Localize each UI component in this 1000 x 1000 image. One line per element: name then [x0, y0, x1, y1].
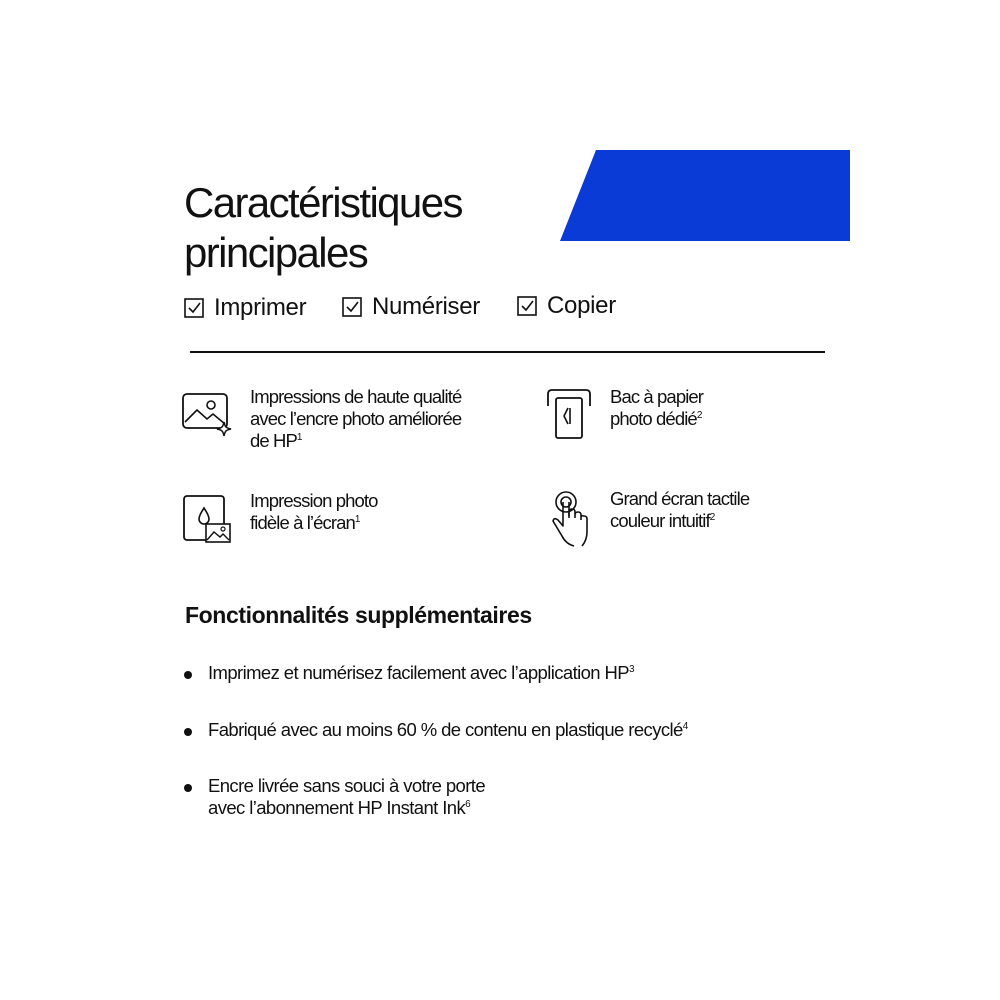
capability-label: Copier: [547, 292, 616, 319]
footnote-ref: 6: [465, 798, 471, 810]
touch-hand-icon: [540, 488, 598, 550]
feature-line: photo dédié: [610, 408, 697, 429]
footnote-ref: 1: [354, 513, 360, 525]
list-item-text: Encre livrée sans souci à votre porte: [208, 775, 486, 796]
footnote-ref: 4: [682, 720, 688, 732]
section-divider: [190, 351, 825, 353]
feature-text: [610, 386, 703, 430]
title-line-2: principales: [184, 229, 368, 276]
capability-scan: [342, 293, 480, 321]
feature-text: [250, 490, 378, 534]
feature-text: [610, 488, 749, 532]
capability-copy: [517, 292, 616, 320]
capability-label: Numériser: [372, 293, 480, 320]
title-line-1: Caractéristiques: [184, 179, 462, 226]
feature-photo-quality: [180, 386, 461, 452]
list-item: [184, 775, 485, 819]
footnote-ref: 2: [709, 511, 715, 523]
feature-line: Bac à papier: [610, 386, 704, 407]
photo-tray-icon: [540, 386, 598, 448]
feature-photo-tray: [540, 386, 703, 448]
feature-line: couleur intuitif: [610, 510, 710, 531]
list-item: [184, 662, 634, 684]
list-item: [184, 719, 688, 741]
footnote-ref: 2: [696, 409, 702, 421]
feature-line: Impression photo: [250, 490, 378, 511]
list-item-text: avec l’abonnement HP Instant Ink: [208, 797, 466, 818]
feature-screen-accurate: [180, 490, 378, 552]
feature-line: fidèle à l’écran: [250, 512, 355, 533]
feature-text: [250, 386, 461, 452]
feature-touchscreen: [540, 488, 749, 550]
feature-line: de HP: [250, 430, 297, 451]
bullet-icon: [184, 671, 192, 679]
feature-line: Grand écran tactile: [610, 488, 750, 509]
bullet-icon: [184, 728, 192, 736]
additional-features-heading: Fonctionnalités supplémentaires: [185, 602, 532, 628]
list-item-text: Imprimez et numérisez facilement avec l’application HP: [208, 662, 630, 683]
capability-label: Imprimer: [214, 294, 307, 321]
footnote-ref: 3: [629, 663, 634, 675]
list-item-text: Fabriqué avec au moins 60 % de contenu en plastique recyclé: [208, 719, 683, 740]
checkbox-checked-icon: [184, 298, 204, 318]
checkbox-checked-icon: [517, 296, 537, 316]
footnote-ref: 1: [296, 431, 302, 443]
page-title: [184, 178, 564, 278]
feature-line: Impressions de haute qualité: [250, 386, 462, 407]
capability-print: [184, 294, 306, 322]
bullet-icon: [184, 784, 192, 792]
checkbox-checked-icon: [342, 297, 362, 317]
feature-line: avec l’encre photo améliorée: [250, 408, 462, 429]
ink-drop-photo-icon: [180, 490, 238, 552]
photo-sparkle-icon: [180, 386, 238, 448]
